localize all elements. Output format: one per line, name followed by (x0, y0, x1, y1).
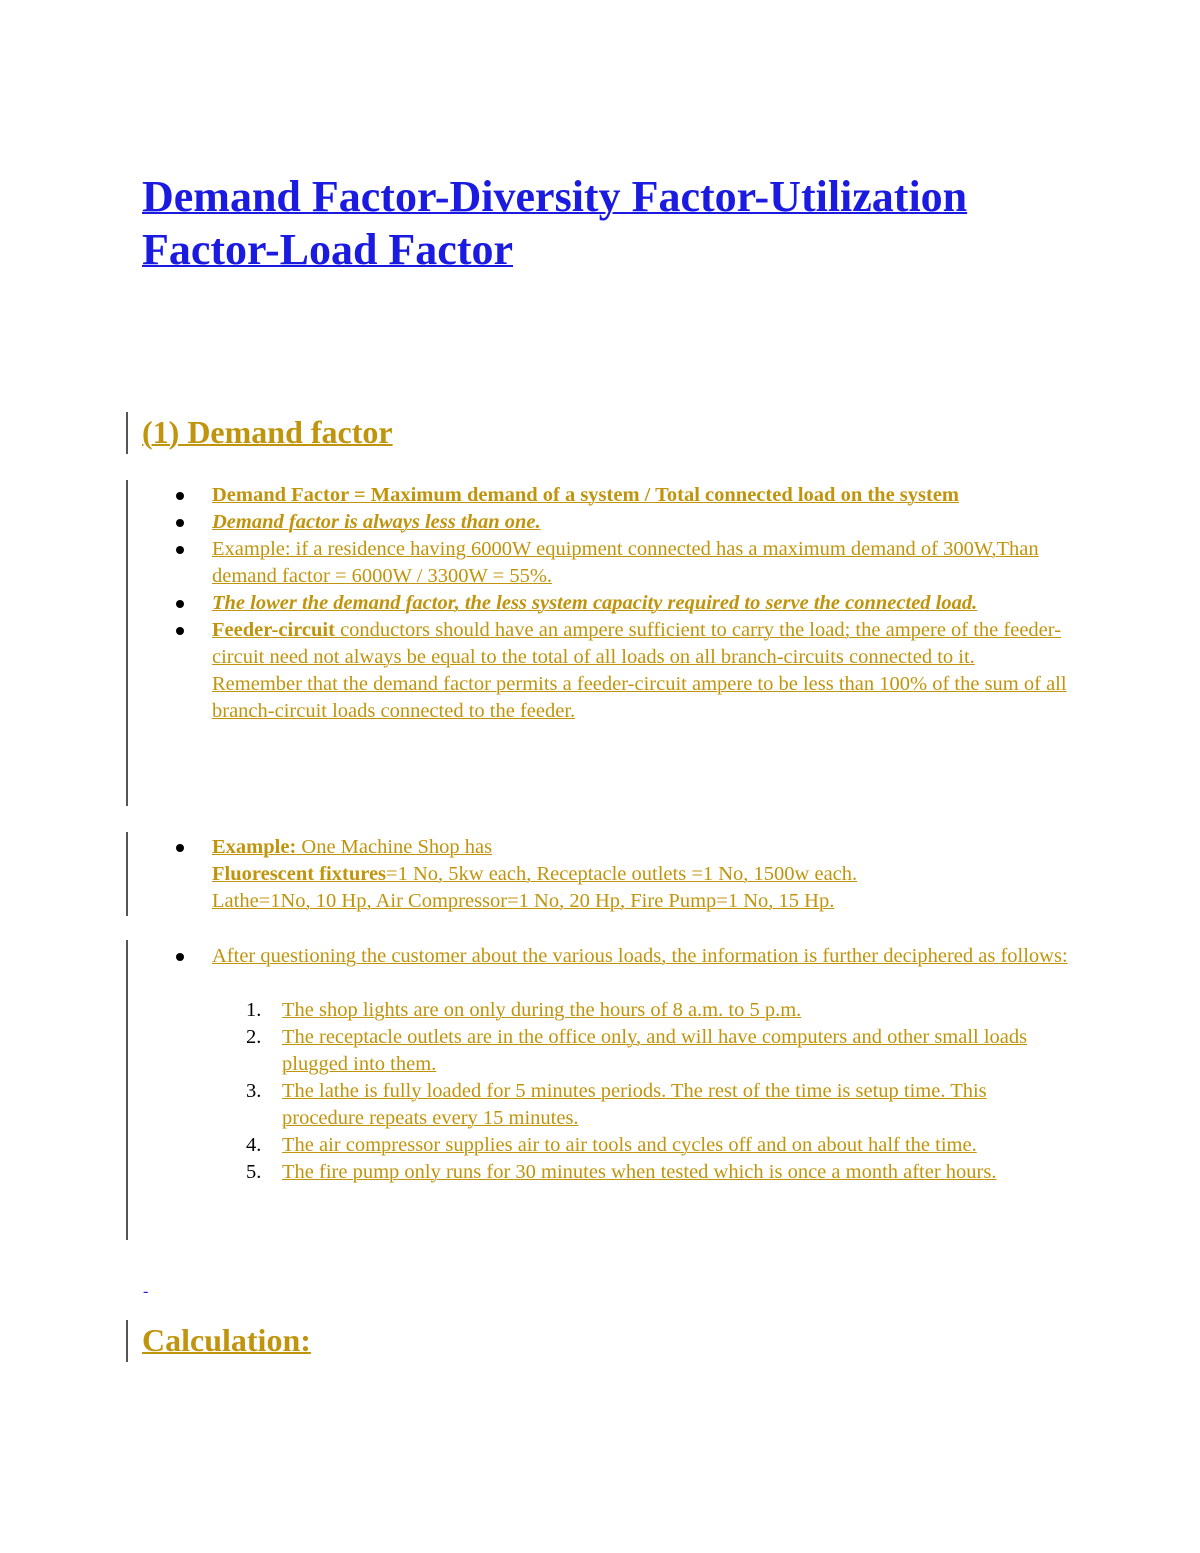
item-text: The air compressor supplies air to air tools and cycles off and on about half the time. (282, 1134, 977, 1156)
change-bar (126, 1320, 128, 1362)
list-item[interactable] (176, 482, 1076, 509)
feeder-circuit-term: Feeder-circuit (212, 619, 335, 641)
item-number: 5. (246, 1161, 262, 1183)
change-bar (126, 412, 128, 454)
bullet-icon (176, 627, 184, 635)
list-item[interactable] (212, 1132, 1072, 1159)
page-title[interactable]: Demand Factor-Diversity Factor-Utilization Factor-Load Factor (142, 172, 968, 274)
example-label: Example: (212, 836, 297, 858)
item-number: 4. (246, 1134, 262, 1156)
list-item[interactable] (176, 509, 1076, 536)
list-item[interactable] (176, 536, 1076, 590)
list-item[interactable] (176, 617, 1076, 725)
demand-factor-formula: Demand Factor = Maximum demand of a system / Total connected load on the system (212, 484, 959, 506)
item-number: 2. (246, 1026, 262, 1048)
list-item[interactable] (212, 997, 1072, 1024)
example-list (176, 834, 1076, 915)
change-bar (126, 940, 128, 1240)
bullet-icon (176, 492, 184, 500)
questioning-intro: After questioning the customer about the various loads, the information is further deciphered as follows: (212, 945, 1068, 967)
list-item[interactable] (176, 590, 1076, 617)
bullet-icon (176, 519, 184, 527)
feeder-circuit-note: Remember that the demand factor permits a feeder-circuit ampere to be less than 100% of the sum of all branch-circuit loads connected to the feeder. (212, 673, 1067, 722)
questioning-list (176, 943, 1076, 970)
bullet-icon (176, 546, 184, 554)
item-number: 1. (246, 999, 262, 1021)
load-details-list (212, 997, 1072, 1186)
demand-factor-rule: Demand factor is always less than one. (212, 511, 541, 533)
item-text: The shop lights are on only during the hours of 8 a.m. to 5 p.m. (282, 999, 802, 1021)
demand-factor-list (176, 482, 1076, 725)
list-item[interactable] (212, 1024, 1072, 1078)
capacity-note: The lower the demand factor, the less system capacity required to serve the connected load. (212, 592, 978, 614)
change-bar (126, 480, 128, 806)
list-item[interactable] (176, 834, 1076, 915)
bullet-icon (176, 600, 184, 608)
fixtures-detail: =1 No, 5kw each, Receptacle outlets =1 No, 1500w each. (386, 863, 858, 885)
residence-example: Example: if a residence having 6000W equipment connected has a maximum demand of 300W,Than demand factor = 6000W / 3300W = 55%. (212, 538, 1039, 587)
item-text: The fire pump only runs for 30 minutes when tested which is once a month after hours. (282, 1161, 997, 1183)
list-item[interactable] (212, 1078, 1072, 1132)
list-item[interactable] (212, 1159, 1072, 1186)
item-text: The lathe is fully loaded for 5 minutes periods. The rest of the time is setup time. This procedure repeats every 15 minutes. (282, 1080, 987, 1129)
bullet-icon (176, 844, 184, 852)
feeder-circuit-text: conductors should have an ampere sufficient to carry the load; the ampere of the feeder-circuit need not always be equal to the total of all loads on all branch-circuits connected to it. (212, 619, 1062, 668)
list-item[interactable] (176, 943, 1076, 970)
change-bar (126, 832, 128, 916)
example-intro: One Machine Shop has (296, 836, 493, 858)
bullet-icon (176, 953, 184, 961)
item-text: The receptacle outlets are in the office only, and will have computers and other small loads plugged into them. (282, 1026, 1028, 1075)
calculation-heading[interactable]: Calculation: (142, 1322, 311, 1358)
equipment-detail: Lathe=1No, 10 Hp, Air Compressor=1 No, 20 Hp, Fire Pump=1 No, 15 Hp. (212, 890, 835, 912)
fixtures-label: Fluorescent fixtures (212, 863, 387, 885)
section-heading-demand-factor[interactable]: (1) Demand factor (142, 414, 393, 450)
item-number: 3. (246, 1080, 262, 1102)
separator-link[interactable]: - (143, 1283, 149, 1300)
